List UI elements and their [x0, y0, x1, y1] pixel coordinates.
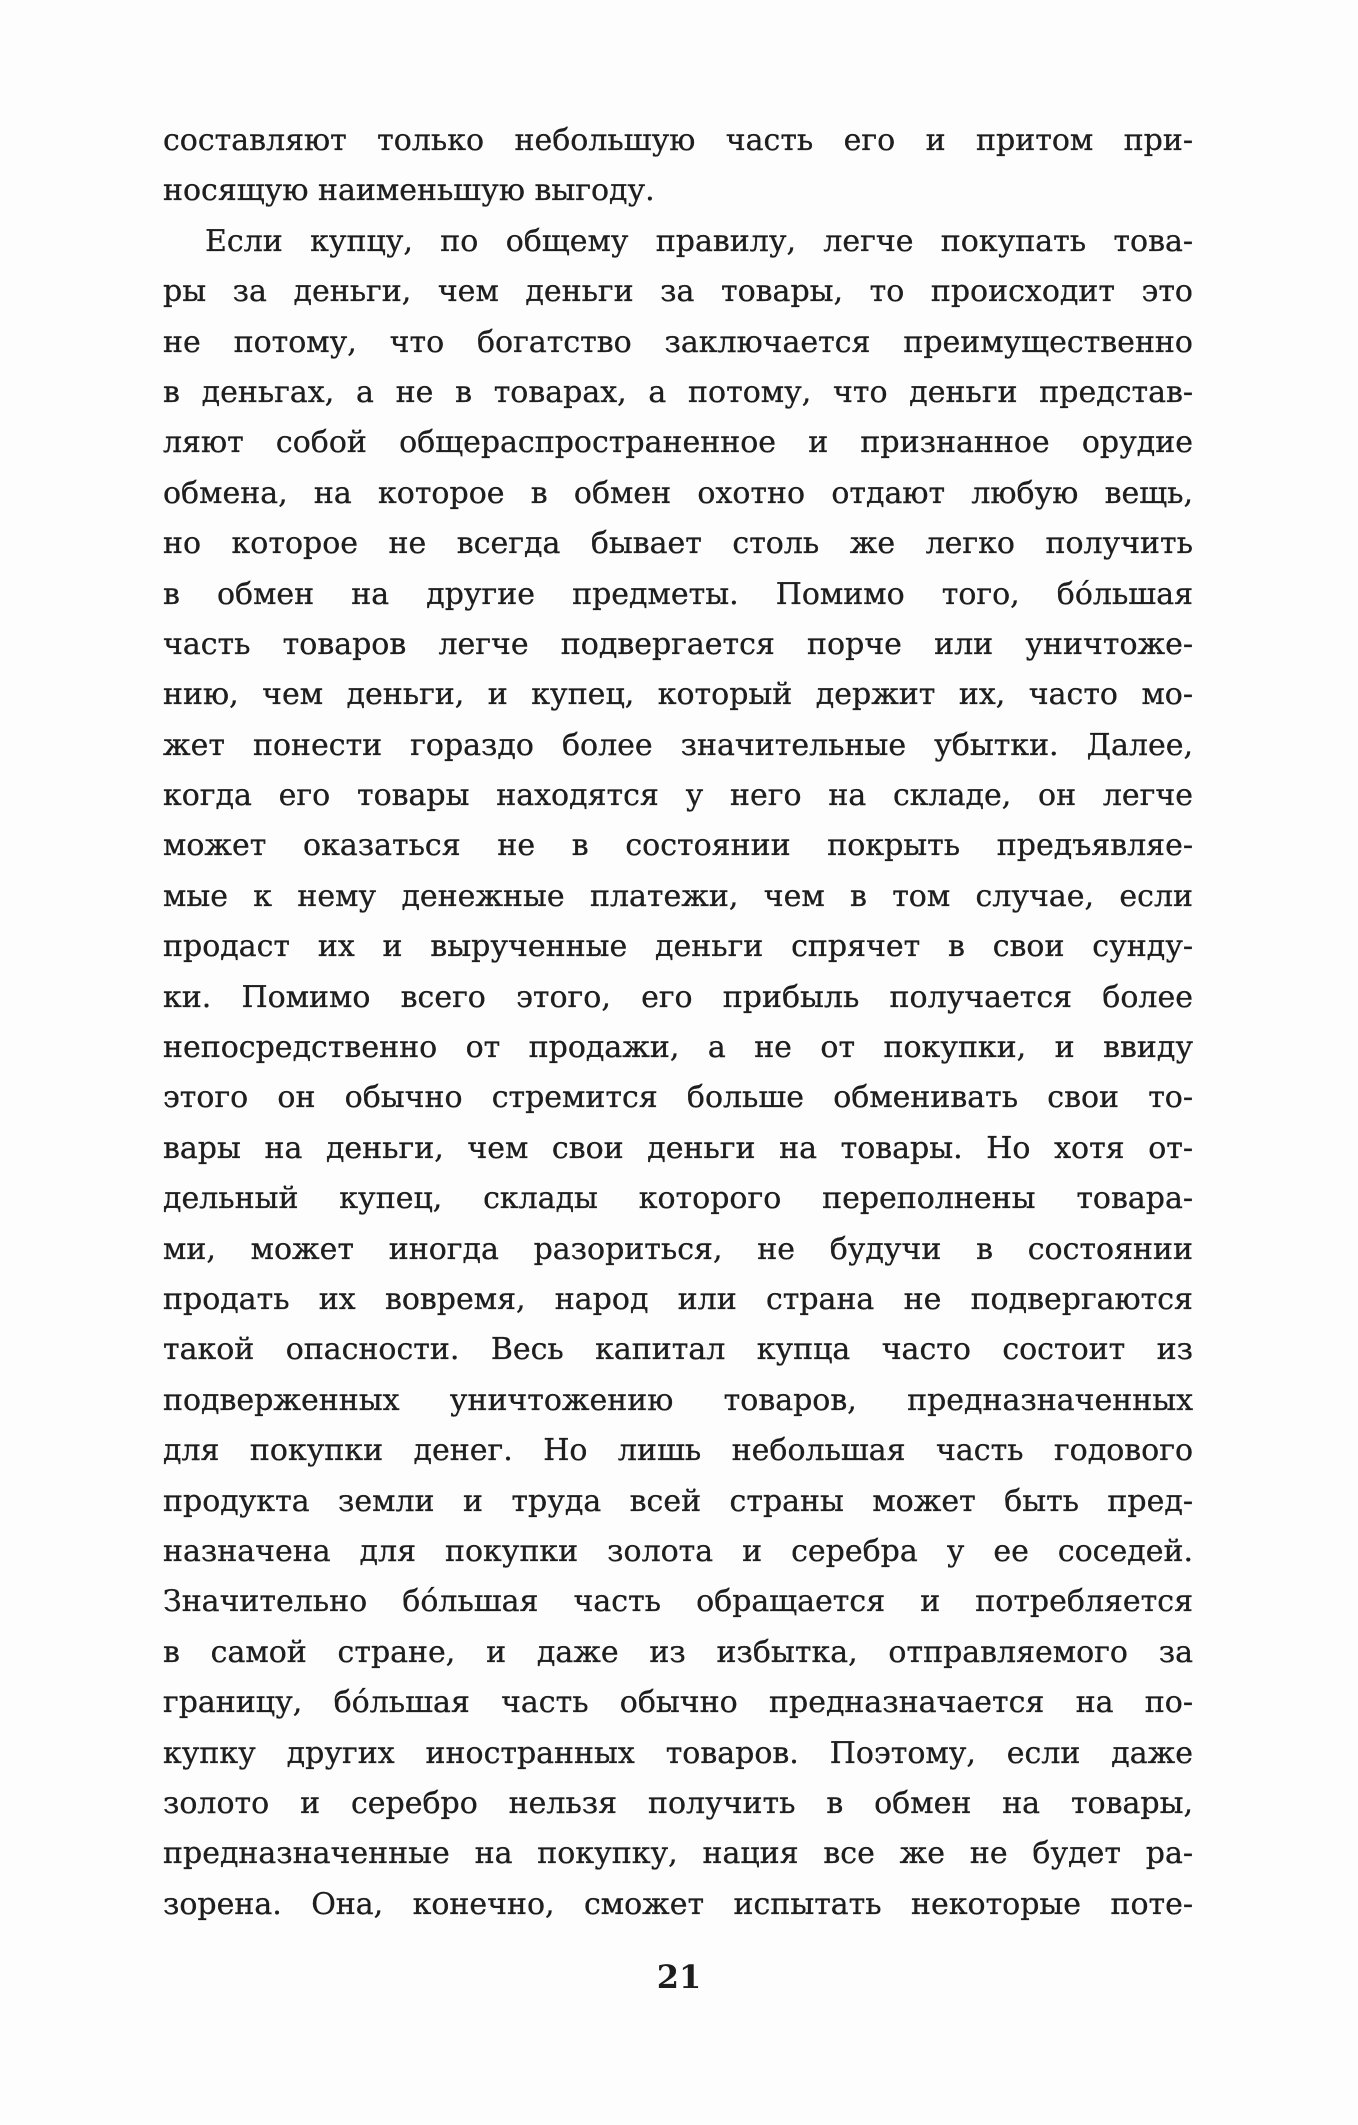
text-line: продаст их и вырученные деньги спрячет в свои сунду-: [163, 929, 1193, 965]
text-line: этого он обычно стремится больше обменивать свои то-: [163, 1080, 1193, 1116]
text-line: нию, чем деньги, и купец, который держит их, часто мо-: [163, 677, 1193, 713]
text-line: в деньгах, а не в товарах, а потому, что деньги представ-: [163, 374, 1193, 410]
text-line: такой опасности. Весь капитал купца часто состоит из: [163, 1332, 1193, 1368]
text-line: в самой стране, и даже из избытка, отправляемого за: [163, 1634, 1193, 1670]
text-line: когда его товары находятся у него на складе, он легче: [163, 778, 1193, 814]
text-line: подверженных уничтожению товаров, предназначенных: [163, 1382, 1193, 1418]
text-line: ры за деньги, чем деньги за товары, то происходит это: [163, 274, 1193, 310]
text-line: может оказаться не в состоянии покрыть предъявляе-: [163, 828, 1193, 864]
text-line: непосредственно от продажи, а не от покупки, и ввиду: [163, 1030, 1193, 1066]
text-line: назначена для покупки золота и серебра у ее соседей.: [163, 1533, 1193, 1569]
text-line: продать их вовремя, народ или страна не подвергаются: [163, 1281, 1193, 1317]
text-line: вары на деньги, чем свои деньги на товары. Но хотя от-: [163, 1130, 1193, 1166]
text-line: границу, бóльшая часть обычно предназначается на по-: [163, 1685, 1193, 1721]
text-line: Если купцу, по общему правилу, легче покупать това-: [205, 223, 1193, 259]
text-line: ми, может иногда разориться, не будучи в состоянии: [163, 1231, 1193, 1267]
text-line: но которое не всегда бывает столь же легко получить: [163, 526, 1193, 562]
text-line: обмена, на которое в обмен охотно отдают любую вещь,: [163, 475, 1193, 511]
text-line: купку других иностранных товаров. Поэтому, если даже: [163, 1735, 1193, 1771]
text-line: в обмен на другие предметы. Помимо того, бóльшая: [163, 576, 1193, 612]
text-block: [163, 116, 1193, 1930]
text-line: ляют собой общераспространенное и признанное орудие: [163, 425, 1193, 461]
text-line: продукта земли и труда всей страны может быть пред-: [163, 1483, 1193, 1519]
paragraph-1: [163, 116, 1193, 217]
text-line: золото и серебро нельзя получить в обмен на товары,: [163, 1785, 1193, 1821]
text-line: жет понести гораздо более значительные убытки. Далее,: [163, 727, 1193, 763]
text-line: Значительно бóльшая часть обращается и потребляется: [163, 1584, 1193, 1620]
text-line: мые к нему денежные платежи, чем в том случае, если: [163, 878, 1193, 914]
text-line: для покупки денег. Но лишь небольшая часть годового: [163, 1433, 1193, 1469]
text-line: дельный купец, склады которого переполнены товара-: [163, 1181, 1193, 1217]
paragraph-2: [163, 217, 1193, 1930]
text-line: предназначенные на покупку, нация все же не будет ра-: [163, 1836, 1193, 1872]
text-line: ки. Помимо всего этого, его прибыль получается более: [163, 979, 1193, 1015]
page-number: 21: [656, 1958, 702, 1996]
text-line: зорена. Она, конечно, сможет испытать некоторые поте-: [163, 1886, 1193, 1922]
text-line: носящую наименьшую выгоду.: [163, 173, 655, 209]
text-line: не потому, что богатство заключается преимущественно: [163, 324, 1193, 360]
text-line: часть товаров легче подвергается порче или уничтоже-: [163, 626, 1193, 662]
text-line: составляют только небольшую часть его и притом при-: [163, 123, 1193, 158]
